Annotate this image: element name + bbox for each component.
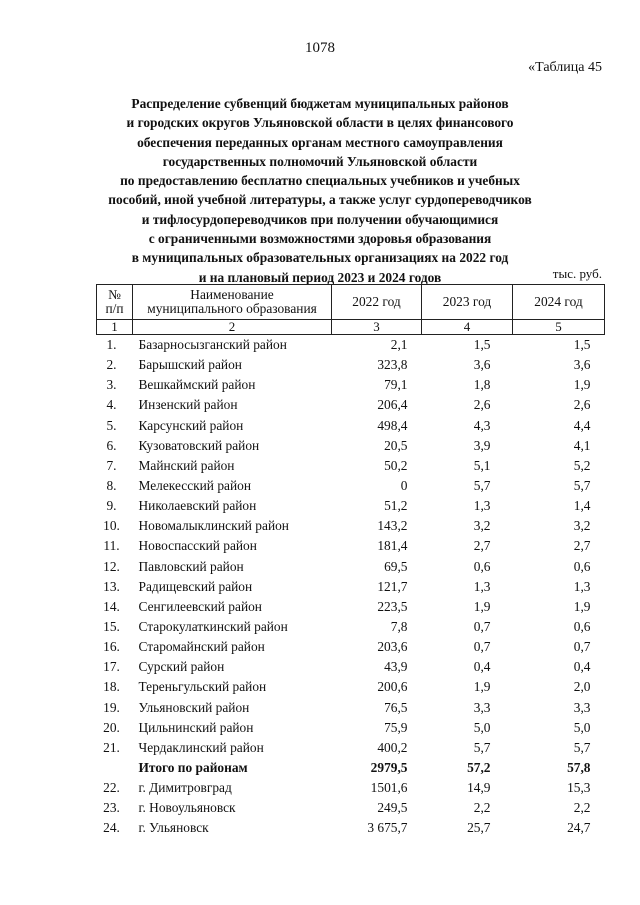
row-number: 21.: [103, 739, 120, 755]
value-2024: 2,0: [573, 679, 591, 695]
value-2022: 400,2: [377, 739, 408, 755]
table-row: [97, 557, 605, 577]
municipality-name: Цильнинский район: [138, 719, 254, 735]
value-2024: 4,1: [573, 437, 591, 453]
municipality-name: Старокулаткинский район: [138, 619, 288, 635]
value-2022: 20,5: [384, 437, 408, 453]
row-number: 11.: [103, 538, 120, 554]
value-2024: 1,9: [573, 598, 591, 614]
value-2022: 2,1: [390, 337, 408, 353]
table-row: [97, 818, 605, 838]
row-number: 13.: [103, 578, 120, 594]
value-2023: 0,4: [473, 659, 491, 675]
title-line: государственных полномочий Ульяновской области: [162, 153, 478, 169]
row-number: 14.: [103, 598, 120, 614]
row-number: 4.: [106, 397, 117, 413]
value-2024: 5,7: [573, 478, 591, 494]
value-2022: 7,8: [390, 619, 408, 635]
value-2024: 5,7: [573, 739, 591, 755]
municipality-name: Сурский район: [138, 659, 225, 675]
row-number: 23.: [103, 800, 120, 816]
value-2024: 1,4: [573, 498, 591, 514]
value-2023: 2,7: [473, 538, 491, 554]
municipality-name: Барышский район: [138, 357, 242, 373]
subvention-table: [96, 284, 605, 839]
value-2024: 24,7: [567, 820, 591, 836]
row-number: 8.: [106, 478, 117, 494]
table-row: [97, 677, 605, 697]
value-2023: 2,6: [473, 397, 491, 413]
municipality-name: Карсунский район: [138, 417, 244, 433]
value-2022: 1501,6: [370, 780, 408, 796]
header-2022: 2022 год: [332, 285, 422, 320]
header-num-line2: п/п: [105, 301, 124, 316]
value-2023: 1,8: [473, 377, 491, 393]
table-row: [97, 436, 605, 456]
row-number: 1.: [106, 337, 117, 353]
table-row: [97, 778, 605, 798]
column-number: 3: [332, 320, 422, 335]
value-2024: 4,4: [573, 417, 591, 433]
header-name-line2: муниципального образования: [147, 301, 317, 316]
value-2024: 5,2: [573, 457, 591, 473]
row-number: 20.: [103, 719, 120, 735]
value-2024: 3,3: [573, 699, 591, 715]
value-2023: 3,9: [473, 437, 491, 453]
table-header-row: [97, 285, 605, 320]
value-2022: 206,4: [377, 397, 408, 413]
value-2023: 5,7: [473, 739, 491, 755]
table-body: [97, 335, 605, 839]
table-total-row: [97, 758, 605, 778]
value-2023: 3,2: [473, 518, 491, 534]
municipality-name: Майнский район: [138, 457, 235, 473]
value-2024: 0,7: [573, 639, 591, 655]
municipality-name: Инзенский район: [138, 397, 238, 413]
value-2024: 0,4: [573, 659, 591, 675]
table-row: [97, 738, 605, 758]
value-2022: 203,6: [377, 639, 408, 655]
table-row: [97, 617, 605, 637]
row-number: 22.: [103, 780, 120, 796]
value-2023: 5,1: [473, 457, 491, 473]
header-2023: 2023 год: [422, 285, 513, 320]
municipality-name: Кузоватовский район: [138, 437, 260, 453]
title-line: пособий, иной учебной литературы, а также услуг сурдопереводчиков: [108, 192, 532, 208]
row-number: 24.: [103, 820, 120, 836]
municipality-name: Николаевский район: [138, 498, 257, 514]
row-number: 6.: [106, 437, 117, 453]
value-2023: 0,7: [473, 639, 491, 655]
value-2023: 1,9: [473, 598, 491, 614]
value-2024: 0,6: [573, 558, 591, 574]
value-2022: 223,5: [377, 598, 408, 614]
municipality-name: Сенгилеевский район: [138, 598, 262, 614]
table-row: [97, 637, 605, 657]
title-line: с ограниченными возможностями здоровья образования: [148, 231, 492, 247]
value-2023: 5,0: [473, 719, 491, 735]
header-name-line1: Наименование: [190, 287, 274, 302]
municipality-name: Старомайнский район: [138, 639, 265, 655]
column-number: 1: [97, 320, 133, 335]
column-number-row: [97, 320, 605, 335]
column-number: 2: [133, 320, 332, 335]
title-line: Распределение субвенций бюджетам муниципальных районов: [131, 96, 509, 111]
table-row: [97, 577, 605, 597]
municipality-name: Итого по районам: [138, 760, 248, 776]
value-2023: 1,5: [473, 337, 491, 353]
header-num: [97, 285, 133, 320]
value-2023: 25,7: [467, 820, 491, 836]
table-row: [97, 476, 605, 496]
value-2024: 57,8: [567, 760, 591, 776]
value-2022: 0: [400, 478, 408, 494]
value-2024: 1,3: [573, 578, 591, 594]
table-row: [97, 657, 605, 677]
value-2022: 200,6: [377, 679, 408, 695]
document-title: [80, 94, 560, 287]
value-2022: 79,1: [384, 377, 408, 393]
value-2023: 3,3: [473, 699, 491, 715]
value-2023: 14,9: [467, 780, 491, 796]
value-2023: 3,6: [473, 357, 491, 373]
municipality-name: г. Новоульяновск: [138, 800, 236, 816]
table-row: [97, 798, 605, 818]
municipality-name: Радищевский район: [138, 578, 253, 594]
value-2022: 323,8: [377, 357, 408, 373]
row-number: 16.: [103, 639, 120, 655]
value-2023: 4,3: [473, 417, 491, 433]
value-2022: 76,5: [384, 699, 408, 715]
value-2022: 69,5: [384, 558, 408, 574]
row-number: 2.: [106, 357, 117, 373]
value-2022: 249,5: [377, 800, 408, 816]
value-2023: 1,3: [473, 578, 491, 594]
title-line: обеспечения переданных органам местного самоуправления: [137, 134, 503, 150]
value-2024: 2,2: [573, 800, 591, 816]
value-2022: 121,7: [377, 578, 408, 594]
municipality-name: Тереньгульский район: [138, 679, 267, 695]
municipality-name: Новоспасский район: [138, 538, 257, 554]
municipality-name: Базарносызганский район: [138, 337, 287, 353]
value-2022: 75,9: [384, 719, 408, 735]
row-number: 17.: [103, 659, 120, 675]
row-number: 9.: [106, 498, 117, 514]
value-2023: 0,6: [473, 558, 491, 574]
header-2024: 2024 год: [513, 285, 605, 320]
table-row: [97, 536, 605, 556]
column-number: 4: [422, 320, 513, 335]
municipality-name: г. Ульяновск: [138, 820, 209, 836]
row-number: 12.: [103, 558, 120, 574]
table-row: [97, 496, 605, 516]
table-row: [97, 395, 605, 415]
table-row: [97, 516, 605, 536]
title-line: по предоставлению бесплатно специальных учебников и учебных: [120, 173, 520, 189]
page-number: 1078: [305, 40, 335, 56]
value-2023: 57,2: [467, 760, 491, 776]
value-2024: 1,9: [573, 377, 591, 393]
row-number: 7.: [106, 457, 117, 473]
value-2023: 0,7: [473, 619, 491, 635]
table-row: [97, 335, 605, 356]
value-2023: 1,3: [473, 498, 491, 514]
table-row: [97, 597, 605, 617]
row-number: 19.: [103, 699, 120, 715]
table-row: [97, 375, 605, 395]
municipality-name: Мелекесский район: [138, 478, 251, 494]
table-row: [97, 456, 605, 476]
header-num-line1: №: [108, 287, 121, 302]
table-row: [97, 355, 605, 375]
value-2022: 43,9: [384, 659, 408, 675]
value-2024: 15,3: [567, 780, 591, 796]
municipality-name: Вешкаймский район: [138, 377, 256, 393]
header-name: [133, 285, 332, 320]
municipality-name: Павловский район: [138, 558, 244, 574]
value-2024: 2,7: [573, 538, 591, 554]
municipality-name: Чердаклинский район: [138, 739, 264, 755]
title-line: и тифлосурдопереводчиков при получении обучающимися: [141, 211, 499, 227]
value-2023: 5,7: [473, 478, 491, 494]
row-number: 18.: [103, 679, 120, 695]
value-2022: 181,4: [377, 538, 408, 554]
value-2024: 1,5: [573, 337, 591, 353]
value-2022: 2979,5: [370, 760, 408, 776]
row-number: 3.: [106, 377, 117, 393]
value-2024: 0,6: [573, 619, 591, 635]
row-number: 5.: [106, 417, 117, 433]
value-2022: 498,4: [377, 417, 408, 433]
row-number: 15.: [103, 619, 120, 635]
value-2022: 143,2: [377, 518, 408, 534]
value-2024: 3,2: [573, 518, 591, 534]
value-2024: 5,0: [573, 719, 591, 735]
column-number: 5: [513, 320, 605, 335]
value-2024: 2,6: [573, 397, 591, 413]
value-2022: 50,2: [384, 457, 408, 473]
row-number: 10.: [103, 518, 120, 534]
table-row: [97, 416, 605, 436]
value-2023: 2,2: [473, 800, 491, 816]
title-line: и городских округов Ульяновской области в целях финансового: [126, 115, 514, 131]
title-line: в муниципальных образовательных организациях на 2022 год: [131, 250, 509, 266]
table-label: «Таблица 45: [528, 60, 602, 75]
title-line: и на плановый период 2023 и 2024 годов: [198, 269, 442, 285]
row-number: [97, 758, 133, 778]
table-row: [97, 718, 605, 738]
value-2023: 1,9: [473, 679, 491, 695]
municipality-name: Ульяновский район: [138, 699, 250, 715]
value-2022: 3 675,7: [367, 820, 408, 836]
municipality-name: г. Димитровград: [138, 780, 232, 796]
value-2024: 3,6: [573, 357, 591, 373]
value-2022: 51,2: [384, 498, 408, 514]
table-row: [97, 698, 605, 718]
municipality-name: Новомалыклинский район: [138, 518, 289, 534]
units-label: тыс. руб.: [552, 266, 602, 281]
